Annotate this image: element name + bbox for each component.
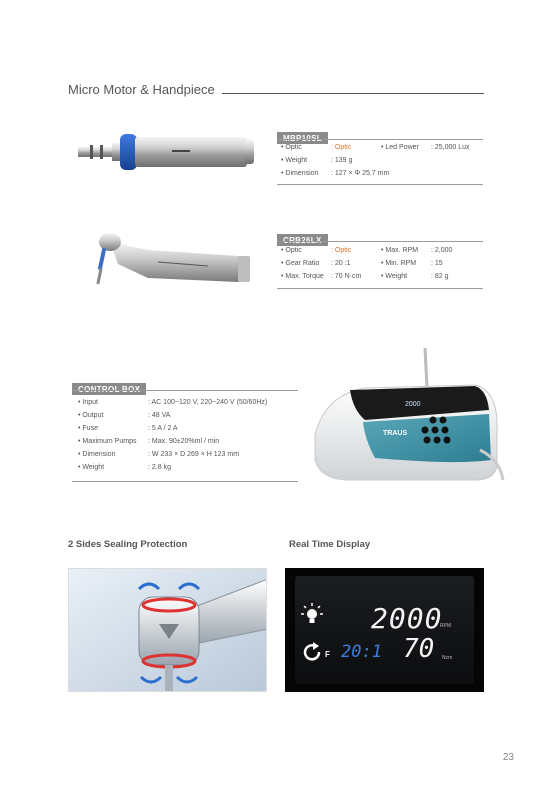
spec-divider [277,139,483,140]
spec-divider [277,184,483,185]
control-box-tag [72,383,146,395]
page-number: 23 [502,752,514,763]
sealing-illustration [68,568,267,692]
mbp10sl-tag [277,132,328,144]
control-box-spec [72,379,298,483]
spec-divider [277,288,483,289]
direction-label: F [325,650,330,659]
crb26lx-spec [277,230,483,290]
contra-angle-handpiece-image [88,222,256,290]
spec-row: • Output : 48 VA [78,412,171,419]
spec-divider [277,241,483,242]
rotation-direction-icon [301,641,323,663]
section-title: Micro Motor & Handpiece [68,82,215,97]
title-rule [222,93,484,94]
device-display-text: 2000 [405,401,421,408]
spec-row: • Input : AC 100~120 V, 220~240 V (50/60Hz) [78,399,268,406]
light-bulb-icon [299,602,325,628]
realtime-display [285,568,484,692]
spec-row: • Gear Ratio : 20 :1 • Min. RPM : 15 [281,260,443,267]
spec-divider [72,481,298,482]
rpm-value: 2000 [371,602,443,635]
spec-row: • Weight : 2.8 kg [78,464,171,471]
rpm-unit: RPM [440,623,452,629]
spec-row: • Maximum Pumps : Max. 90±20%ml / min [78,438,220,445]
sealing-heading: 2 Sides Sealing Protection [68,539,188,550]
crb26lx-tag [277,234,328,246]
spec-row: • Dimension : W 233 × D 269 × H 123 mm [78,451,240,458]
spec-row: • Optic : Optic • Led Power : 25,000 Lux [281,144,470,151]
gear-ratio-value: 20:1 [341,642,382,662]
realtime-heading: Real Time Display [289,539,371,550]
mbp10sl-spec [277,128,483,186]
torque-value: 70 [403,634,435,664]
spec-row: • Fuse : 5 A / 2 A [78,425,178,432]
spec-row: • Max. Torque : 70 N·cm • Weight : 82 g [281,273,449,280]
spec-divider [72,390,298,391]
device-brand-text: TRAUS [383,430,408,437]
micro-motor-image [72,125,262,180]
spec-row: • Dimension : 127 × Φ 25.7 mm [281,170,390,177]
spec-row: • Weight : 139 g [281,157,353,164]
spec-row: • Optic : Optic • Max. RPM : 2,000 [281,247,453,254]
control-box-image [305,340,505,490]
torque-unit: Ncm [442,655,453,661]
